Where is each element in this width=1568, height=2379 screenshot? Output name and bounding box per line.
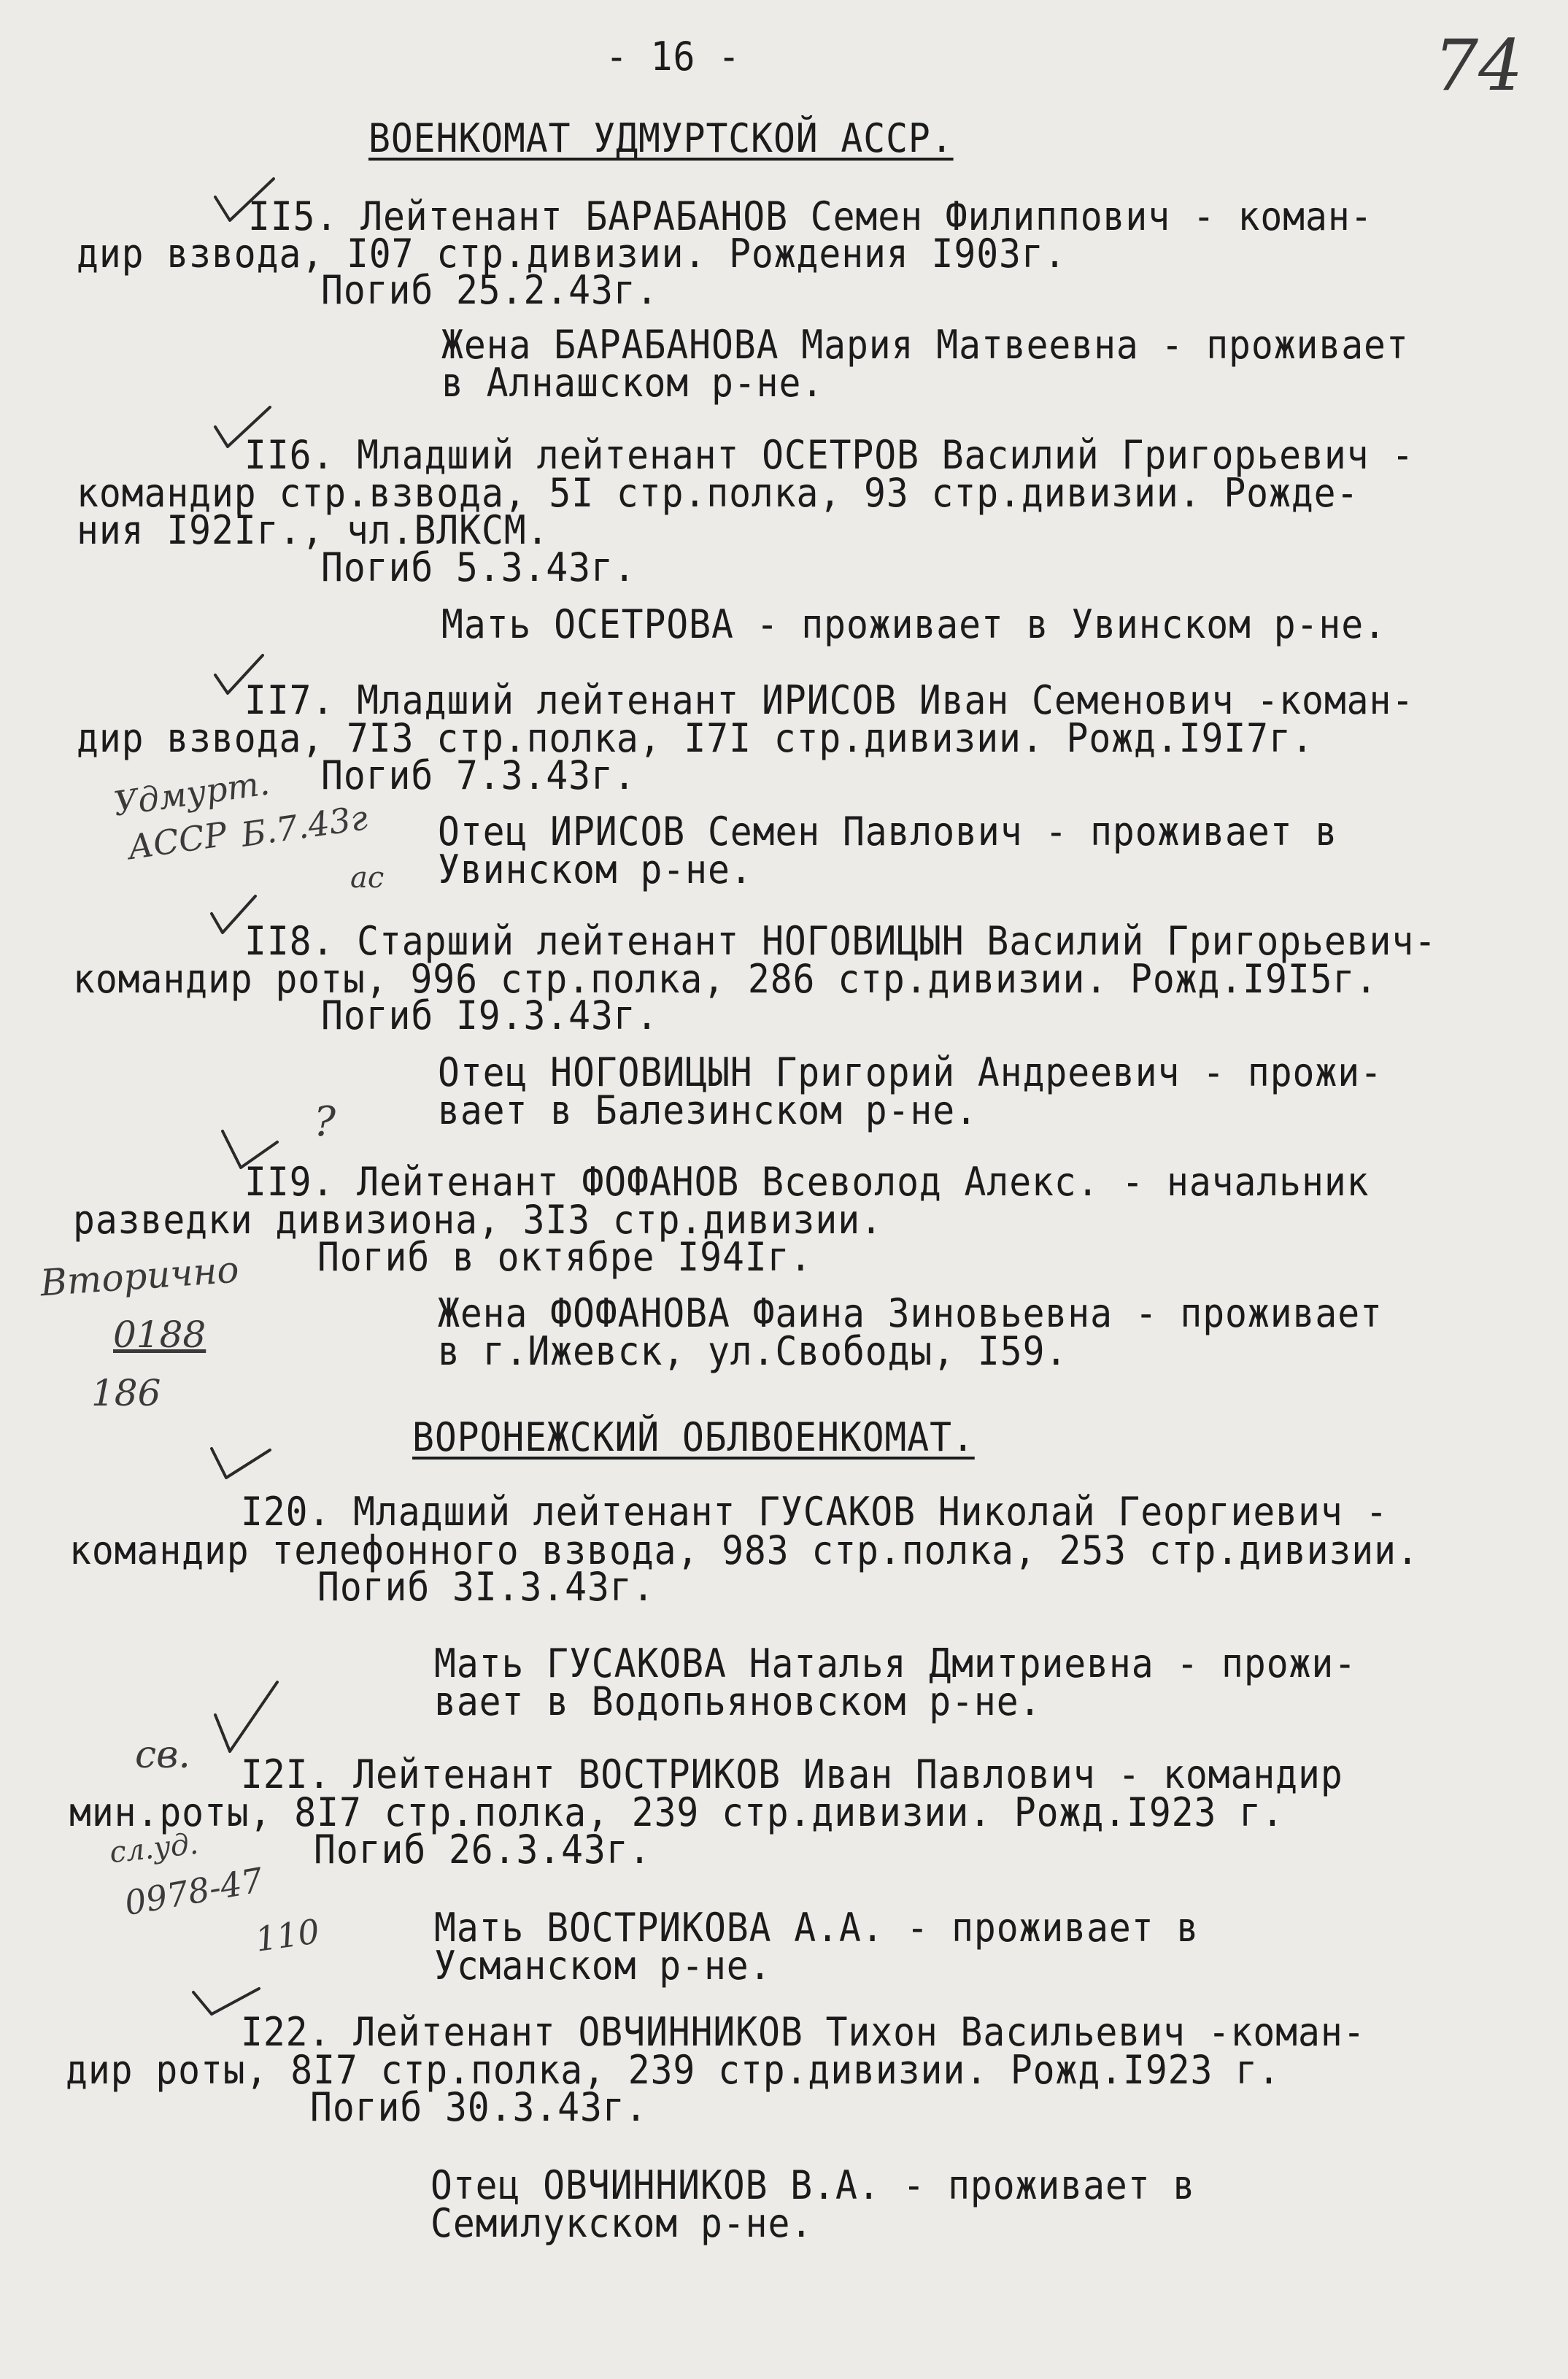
entry-120-death: Погиб 3I.3.43г.: [317, 1564, 655, 1610]
entry-120-relative2: вает в Водопьяновском р-не.: [434, 1678, 1042, 1724]
archive-sheet-number: 74: [1434, 25, 1523, 107]
entry-116-death: Погиб 5.3.43г.: [321, 544, 636, 590]
entry-116-line3: ния I92Iг., чл.ВЛКСМ.: [77, 507, 549, 553]
entry-120-line1: I20. Младший лейтенант ГУСАКОВ Николай Георгиевич -: [241, 1489, 1389, 1535]
page-number: - 16 -: [606, 34, 741, 80]
entry-118-line1: II8. Старший лейтенант НОГОВИЦЫН Василий Григорьевич-: [244, 918, 1437, 964]
entry-117-death: Погиб 7.3.43г.: [321, 752, 636, 798]
entry-121-line1: I2I. Лейтенант ВОСТРИКОВ Иван Павлович - командир: [241, 1751, 1343, 1797]
entry-120-relative1: Мать ГУСАКОВА Наталья Дмитриевна - прожи-: [434, 1640, 1357, 1686]
checkmark-118-icon: [208, 890, 263, 941]
checkmark-117-icon: [212, 649, 270, 701]
margin-note-121-line3: 0978-47: [121, 1859, 266, 1924]
entry-122-line2: дир роты, 8I7 стр.полка, 239 стр.дивизии. Рожд.I923 г.: [66, 2047, 1281, 2093]
entry-119-line1: II9. Лейтенант ФОФАНОВ Всеволод Алекс. - начальник: [244, 1159, 1370, 1205]
entry-117-relative1: Отец ИРИСОВ Семен Павлович - проживает в: [438, 809, 1338, 855]
entry-119-relative1: Жена ФОФАНОВА Фаина Зиновьевна - проживает: [438, 1290, 1383, 1336]
entry-119-relative2: в г.Ижевск, ул.Свободы, I59.: [438, 1328, 1068, 1374]
section-heading-voronezh: ВОРОНЕЖСКИЙ ОБЛВОЕНКОМАТ.: [412, 1414, 975, 1460]
entry-115-line2: дир взвода, I07 стр.дивизии. Рождения I903г.: [77, 231, 1067, 277]
question-mark: ?: [314, 1098, 336, 1146]
entry-119-death: Погиб в октябре I94Iг.: [317, 1234, 813, 1280]
checkmark-115-icon: [212, 175, 277, 226]
entry-120-line2: командир телефонного взвода, 983 стр.полка, 253 стр.дивизии.: [69, 1527, 1419, 1573]
margin-note-121-line1: св.: [135, 1733, 190, 1777]
entry-115-relative1: Жена БАРАБАНОВА Мария Матвеевна - проживает: [441, 322, 1409, 368]
entry-122-death: Погиб 30.3.43г.: [310, 2084, 648, 2130]
entry-121-relative1: Мать ВОСТРИКОВА А.А. - проживает в: [434, 1905, 1200, 1951]
margin-note-119-line3: 186: [91, 1372, 161, 1414]
checkmark-119-icon: [219, 1124, 281, 1175]
entry-115-line1: II5. Лейтенант БАРАБАНОВ Семен Филиппович - коман-: [248, 193, 1373, 239]
margin-note-117-line1: Удмурт.: [111, 763, 272, 824]
checkmark-122-icon: [190, 1981, 263, 2025]
entry-118-line2: командир роты, 996 стр.полка, 286 стр.дивизии. Рожд.I9I5г.: [73, 956, 1378, 1002]
entry-118-relative1: Отец НОГОВИЦЫН Григорий Андреевич - прожи-: [438, 1049, 1383, 1095]
entry-117-relative2: Увинском р-не.: [438, 847, 753, 892]
entry-118-relative2: вает в Балезинском р-не.: [438, 1087, 978, 1133]
margin-note-121-line2: сл.уд.: [107, 1827, 200, 1870]
entry-121-death: Погиб 26.3.43г.: [314, 1827, 652, 1873]
section-heading-udmurt: ВОЕНКОМАТ УДМУРТСКОЙ АССР.: [368, 115, 954, 161]
entry-122-relative1: Отец ОВЧИННИКОВ В.А. - проживает в: [430, 2162, 1196, 2208]
entry-119-line2: разведки дивизиона, 3I3 стр.дивизии.: [73, 1197, 883, 1243]
margin-note-121-line4: 110: [252, 1911, 323, 1959]
entry-122-relative2: Семилукском р-не.: [430, 2200, 814, 2246]
checkmark-121-icon: [212, 1678, 281, 1759]
entry-116-relative1: Мать ОСЕТРОВА - проживает в Увинском р-не.: [441, 601, 1386, 647]
margin-note-117-line3: Б.7.43г: [239, 798, 371, 855]
margin-note-117-line2: АССР: [125, 814, 230, 868]
entry-117-line1: II7. Младший лейтенант ИРИСОВ Иван Семенович -коман-: [244, 677, 1415, 723]
checkmark-116-icon: [212, 401, 277, 452]
entry-121-relative2: Усманском р-не.: [434, 1943, 772, 1989]
entry-117-line2: дир взвода, 7I3 стр.полка, I7I стр.дивизии. Рожд.I9I7г.: [77, 715, 1314, 761]
checkmark-120-icon: [208, 1441, 274, 1485]
margin-note-119-line1: Вторично: [39, 1248, 241, 1305]
entry-116-line2: командир стр.взвода, 5I стр.полка, 93 стр.дивизии. Рожде-: [77, 470, 1359, 516]
entry-115-death: Погиб 25.2.43г.: [321, 267, 659, 313]
entry-121-line2: мин.роты, 8I7 стр.полка, 239 стр.дивизии. Рожд.I923 г.: [69, 1789, 1284, 1835]
margin-note-119-line2: 0188: [113, 1314, 206, 1356]
entry-116-line1: II6. Младший лейтенант ОСЕТРОВ Василий Григорьевич -: [244, 432, 1415, 478]
entry-122-line1: I22. Лейтенант ОВЧИННИКОВ Тихон Васильевич -коман-: [241, 2009, 1366, 2055]
margin-note-117-line4: ас: [350, 861, 385, 895]
entry-118-death: Погиб I9.3.43г.: [321, 992, 659, 1038]
entry-115-relative2: в Алнашском р-не.: [441, 360, 824, 406]
